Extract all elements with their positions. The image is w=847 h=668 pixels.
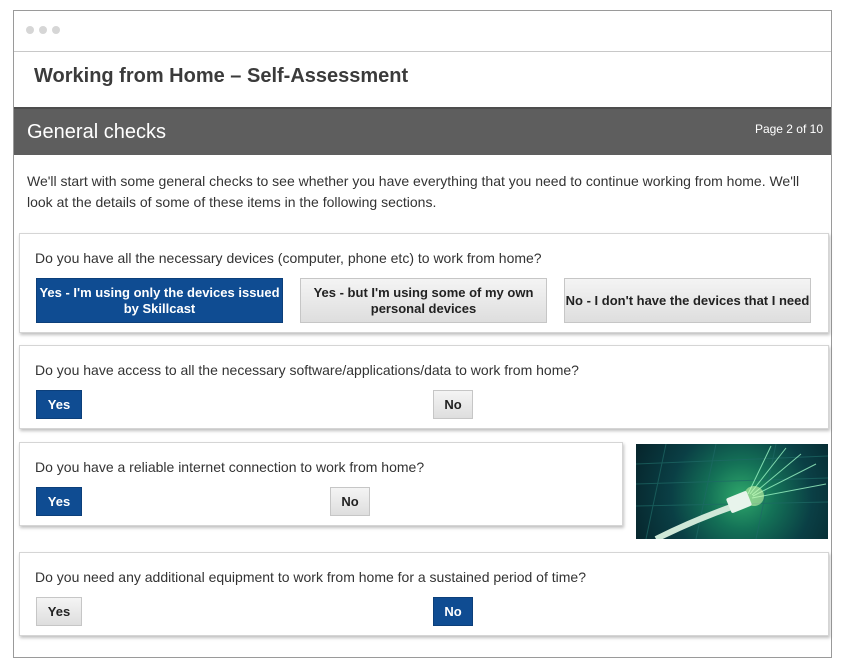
window-dot bbox=[52, 26, 60, 34]
network-cable-image bbox=[636, 444, 828, 539]
page-indicator: Page 2 of 10 bbox=[754, 122, 823, 136]
window-dot bbox=[39, 26, 47, 34]
option-software-yes[interactable]: Yes bbox=[36, 390, 82, 419]
option-devices-personal[interactable]: Yes - but I'm using some of my own personal devices bbox=[300, 278, 547, 323]
question-text: Do you have all the necessary devices (computer, phone etc) to work from home? bbox=[35, 250, 542, 266]
window-chrome bbox=[14, 11, 831, 52]
network-cable-illustration bbox=[636, 444, 828, 539]
section-title: General checks bbox=[27, 121, 166, 143]
intro-text: We'll start with some general checks to see whether you have everything that you need to continue working from home. We'll look at the details of some of these items in the following sections. bbox=[27, 173, 800, 210]
option-devices-none[interactable]: No - I don't have the devices that I need bbox=[564, 278, 811, 323]
assessment-panel bbox=[14, 107, 831, 657]
section-header bbox=[14, 109, 831, 155]
option-internet-no[interactable]: No bbox=[330, 487, 370, 516]
question-card-internet bbox=[19, 442, 623, 526]
document-title: Working from Home – Self-Assessment bbox=[34, 65, 409, 87]
question-card-devices bbox=[19, 233, 829, 333]
option-software-no[interactable]: No bbox=[433, 390, 473, 419]
question-card-equipment bbox=[19, 552, 829, 636]
question-text: Do you have access to all the necessary software/applications/data to work from home? bbox=[35, 362, 579, 378]
window-frame bbox=[13, 10, 832, 658]
option-internet-yes[interactable]: Yes bbox=[36, 487, 82, 516]
option-equipment-no[interactable]: No bbox=[433, 597, 473, 626]
option-devices-issued[interactable]: Yes - I'm using only the devices issued by Skillcast bbox=[36, 278, 283, 323]
question-text: Do you have a reliable internet connection to work from home? bbox=[35, 459, 425, 475]
question-card-software bbox=[19, 345, 829, 429]
question-text: Do you need any additional equipment to work from home for a sustained period of time? bbox=[35, 569, 586, 585]
window-dot bbox=[26, 26, 34, 34]
option-equipment-yes[interactable]: Yes bbox=[36, 597, 82, 626]
